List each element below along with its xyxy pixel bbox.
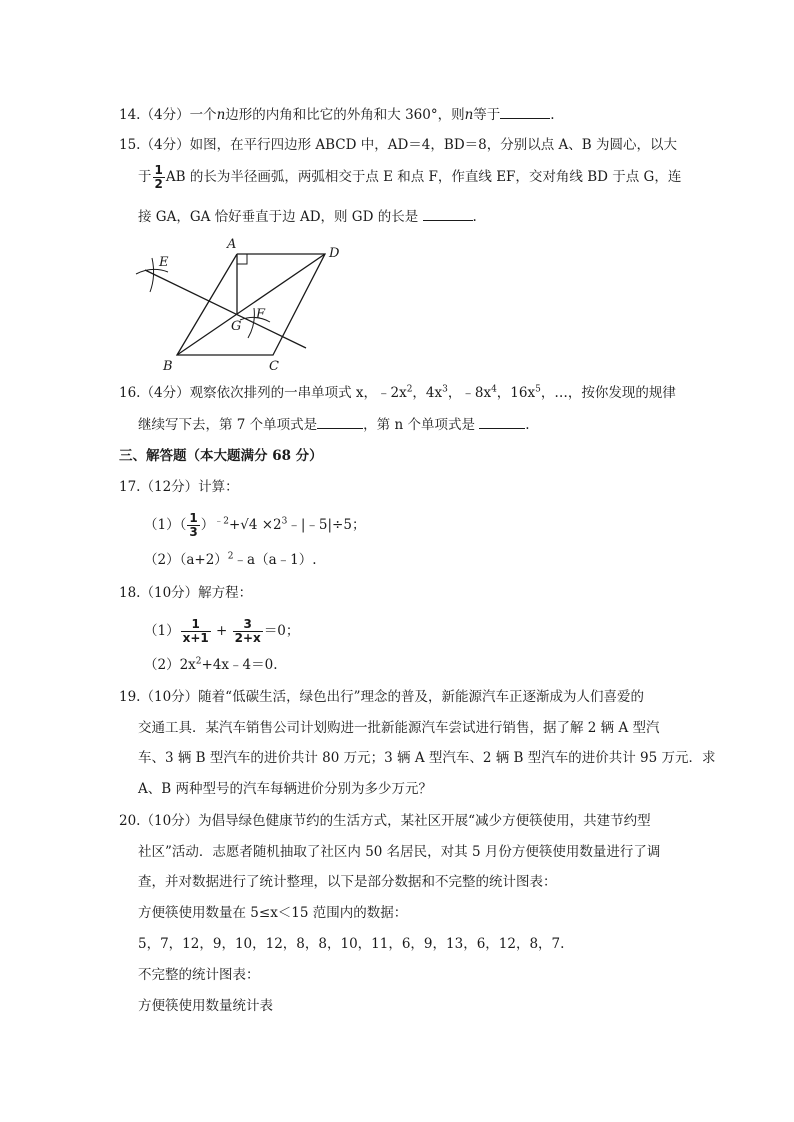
question-score: （10分） xyxy=(140,689,199,705)
question-15-line-2 xyxy=(138,164,681,191)
question-text: 等于 xyxy=(473,107,501,123)
question-number: 18. xyxy=(119,585,141,601)
question-number: 17. xyxy=(119,479,141,495)
exponent: 4 xyxy=(491,384,497,395)
denominator: x+1 xyxy=(182,631,209,645)
question-score: （10分） xyxy=(140,585,199,601)
question-score: （4分） xyxy=(140,385,190,401)
numerator: 3 xyxy=(243,617,252,631)
expression: ＝0； xyxy=(263,623,300,639)
right-angle-mark xyxy=(237,254,247,264)
section-heading: 三、解答题（本大题满分 68 分） xyxy=(119,448,323,464)
period: . xyxy=(472,209,477,225)
diagonal-bd xyxy=(177,254,325,355)
question-16-line-1 xyxy=(119,384,676,402)
denominator: 2+x xyxy=(234,631,261,645)
question-19-line-4: A、B 两种型号的汽车每辆进价分别为多少万元？ xyxy=(138,781,432,797)
question-18 xyxy=(119,584,252,602)
expression: ﹣|﹣5|÷5； xyxy=(287,517,366,533)
question-text: 随着“低碳生活，绿色出行”理念的普及，新能源汽车正逐渐成为人们喜爱的 xyxy=(198,689,644,705)
label-c: C xyxy=(269,359,279,374)
label-e: E xyxy=(159,255,169,270)
exponent: 5 xyxy=(535,384,541,395)
numerator: 1 xyxy=(189,511,198,525)
question-score: （12分） xyxy=(140,479,199,495)
question-text: 继续写下去，第 7 个单项式是 xyxy=(138,417,318,433)
arc-e-1 xyxy=(150,258,154,292)
expression: +4x﹣4＝0. xyxy=(201,657,278,673)
variable-n: n xyxy=(216,107,226,123)
question-text: 观察依次排列的一串单项式 x，﹣2x xyxy=(189,385,407,401)
question-text: 接 GA，GA 恰好垂直于边 AD，则 GD 的长是 xyxy=(138,209,419,225)
question-20-line-3: 查，并对数据进行了统计整理，以下是部分数据和不完整的统计图表： xyxy=(138,874,557,890)
question-text: ，第 n 个单项式是 xyxy=(363,417,475,433)
question-text: 为倡导绿色健康节约的生活方式，某社区开展“减少方便筷使用，共建节约型 xyxy=(198,813,651,829)
answer-blank xyxy=(423,206,473,221)
question-16-line-2 xyxy=(138,414,530,434)
question-17-part-1 xyxy=(144,512,365,539)
question-15-line-3 xyxy=(138,206,477,226)
part-label: （1） xyxy=(144,623,180,639)
question-text: 一个 xyxy=(189,107,217,123)
question-number: 14. xyxy=(119,107,141,123)
expression: +√4 ×2 xyxy=(228,517,282,533)
question-text: 于 xyxy=(138,169,152,185)
label-g: G xyxy=(231,319,242,334)
fraction-2 xyxy=(233,618,263,645)
question-text: ，4x xyxy=(412,385,443,401)
question-17 xyxy=(119,478,239,496)
question-17-part-2 xyxy=(144,551,317,569)
arc-f-2 xyxy=(240,317,270,322)
question-number: 15. xyxy=(119,137,141,153)
plus-sign: + xyxy=(216,623,228,639)
question-score: （4分） xyxy=(140,137,190,153)
label-d: D xyxy=(329,246,340,261)
period: . xyxy=(525,417,530,433)
question-19-line-3: 车、3 辆 B 型汽车的进价共计 80 万元；3 辆 A 型汽车、2 辆 B 型汽车的进价共计 95 万元．求 xyxy=(138,750,716,766)
question-number: 16. xyxy=(119,385,141,401)
question-text: ，…，按你发现的规律 xyxy=(540,385,676,401)
fraction-1 xyxy=(181,618,211,645)
question-number: 20. xyxy=(119,813,141,829)
period: . xyxy=(550,107,555,123)
part-label: （1）（ xyxy=(144,517,187,533)
question-text: AB 的长为半径画弧，两弧相交于点 E 和点 F，作直线 EF，交对角线 BD 于点 G，连 xyxy=(165,169,682,185)
exponent: ﹣2 xyxy=(214,516,229,527)
exponent: 3 xyxy=(281,516,288,527)
arc-f-1 xyxy=(248,308,254,338)
variable-n: n xyxy=(464,107,474,123)
question-14 xyxy=(119,104,555,124)
exponent: 2 xyxy=(406,384,413,395)
question-19-line-2: 交通工具．某汽车销售公司计划购进一批新能源汽车尝试进行销售，据了解 2 辆 A 型汽 xyxy=(138,720,660,736)
fraction-one-third xyxy=(187,512,199,539)
exponent: 2 xyxy=(195,656,202,667)
question-text: 解方程： xyxy=(198,585,253,601)
question-text: 边形的内角和比它的外角和大 360°，则 xyxy=(225,107,465,123)
numerator: 1 xyxy=(191,617,200,631)
line-ef xyxy=(145,270,306,348)
denominator: 3 xyxy=(189,525,198,539)
question-text: 计算： xyxy=(198,479,239,495)
question-20-data-list: 5，7，12，9，10，12，8，8，10，11，6，9，13，6，12，8，7. xyxy=(138,936,565,952)
label-a: A xyxy=(227,237,237,252)
question-20-table-title: 方便筷使用数量统计表 xyxy=(138,998,273,1014)
question-18-part-1 xyxy=(144,618,299,645)
question-20-line-2: 社区”活动．志愿者随机抽取了社区内 50 名居民，对其 5 月份方便筷使用数量进行了调 xyxy=(138,844,661,860)
expression: （2）（a+2） xyxy=(144,552,228,568)
answer-blank xyxy=(500,104,550,119)
question-20-line-4: 方便筷使用数量在 5≤x＜15 范围内的数据： xyxy=(138,905,408,921)
exponent: 3 xyxy=(442,384,448,395)
numerator: 1 xyxy=(154,163,163,177)
question-score: （10分） xyxy=(140,813,199,829)
question-19-line-1 xyxy=(119,688,644,706)
answer-blank xyxy=(479,414,525,429)
paren: ） xyxy=(200,517,215,533)
question-text: ，16x xyxy=(496,385,536,401)
exponent: 2 xyxy=(227,551,234,562)
label-b: B xyxy=(163,359,173,374)
expression: ﹣a（a﹣1）. xyxy=(233,552,317,568)
denominator: 2 xyxy=(154,177,163,191)
question-score: （4分） xyxy=(140,107,190,123)
question-20-line-6: 不完整的统计图表： xyxy=(138,967,260,983)
label-f: F xyxy=(256,307,266,322)
question-text: ，﹣8x xyxy=(447,385,492,401)
question-20-line-1 xyxy=(119,812,651,830)
fraction-one-half xyxy=(153,164,165,191)
question-text: 如图，在平行四边形 ABCD 中，AD＝4，BD＝8，分别以点 A、B 为圆心，以大 xyxy=(189,137,677,153)
question-15-line-1 xyxy=(119,136,677,154)
expression: （2）2x xyxy=(144,657,196,673)
parallelogram-figure xyxy=(130,236,350,376)
answer-blank xyxy=(317,414,363,429)
question-number: 19. xyxy=(119,689,141,705)
question-18-part-2 xyxy=(144,656,278,674)
